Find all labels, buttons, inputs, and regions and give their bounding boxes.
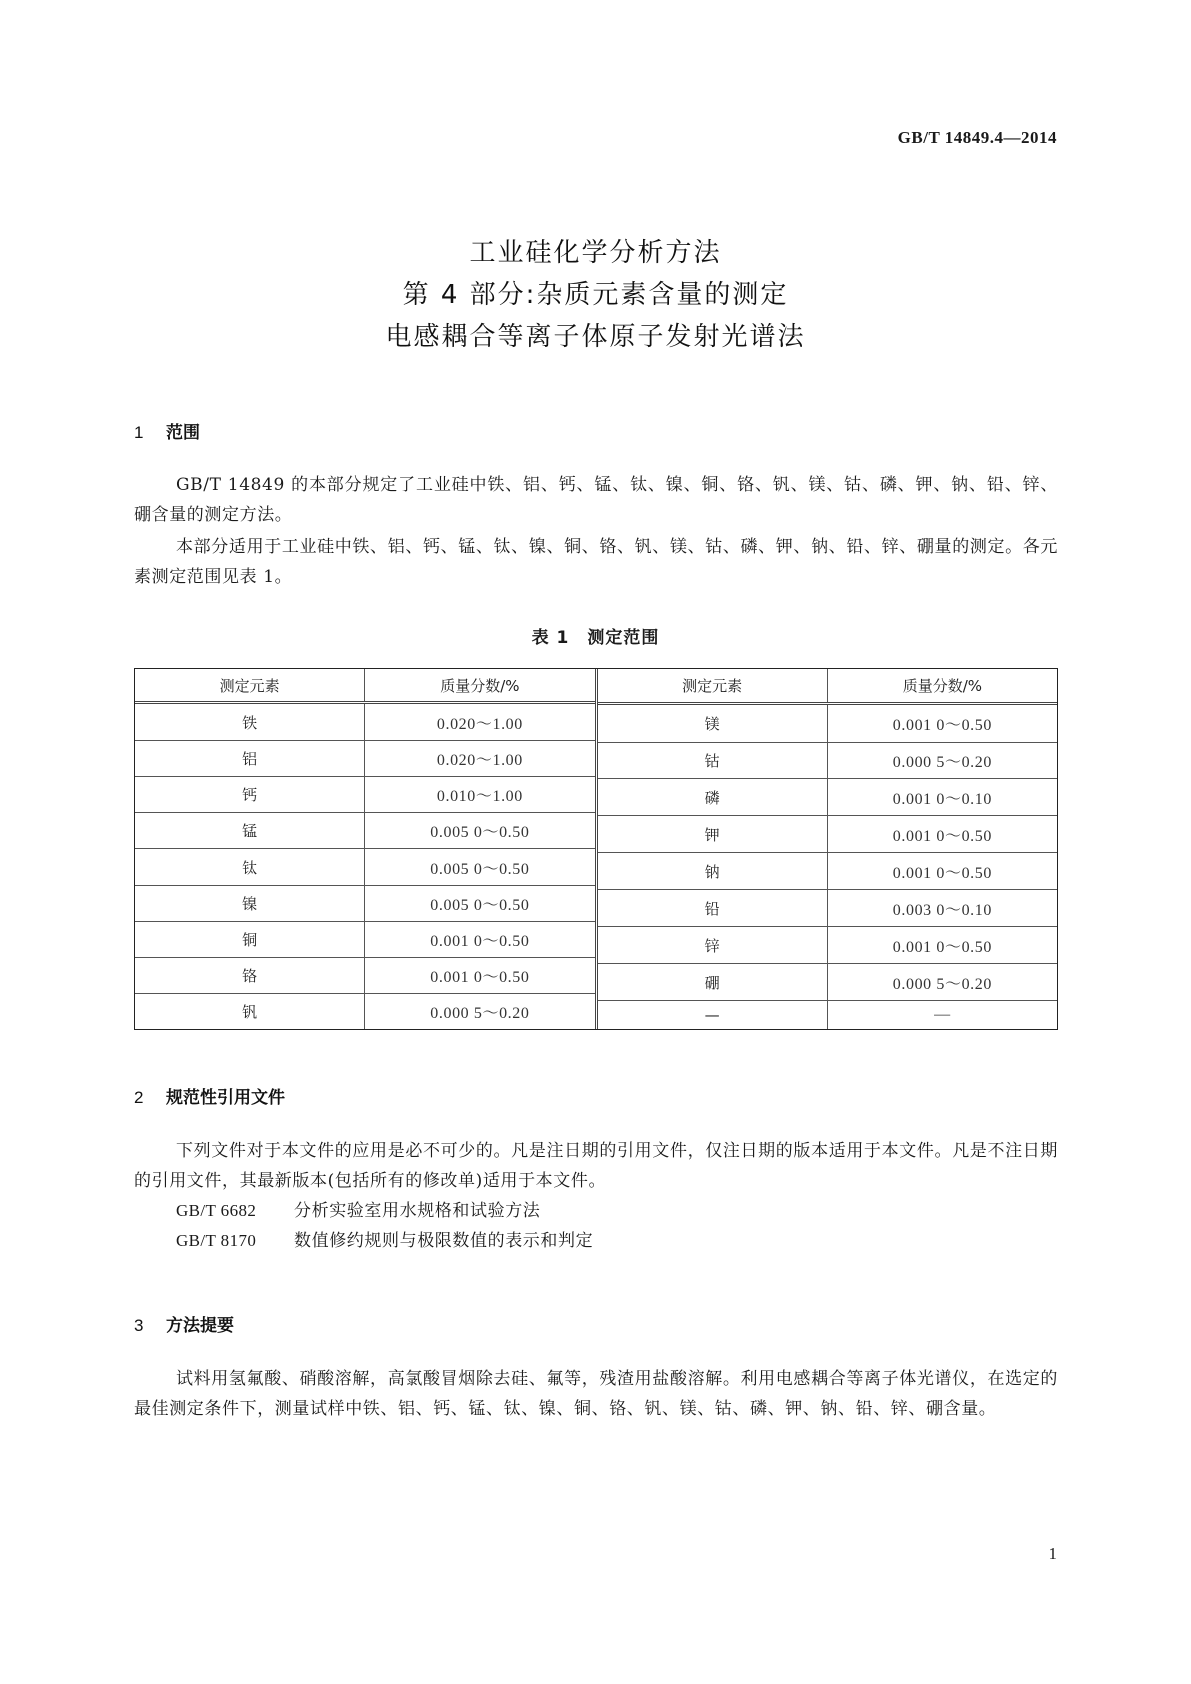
document-title-line-2: 第 4 部分:杂质元素含量的测定	[402, 280, 789, 310]
section-1-heading	[134, 418, 200, 443]
mass-fraction-cell: 0.020～1.00	[365, 703, 595, 741]
mass-fraction-cell: 0.001 0～0.50	[365, 957, 595, 993]
table-row	[598, 704, 1058, 742]
mass-fraction-cell: 0.001 0～0.50	[827, 704, 1057, 742]
section-2-paragraph-1: 下列文件对于本文件的应用是必不可少的。凡是注日期的引用文件，仅注日期的版本适用于本文件。凡是不注日期的引用文件，其最新版本(包括所有的修改单)适用于本文件。	[134, 1141, 1058, 1191]
element-cell: 钛	[135, 849, 365, 885]
table-row	[135, 813, 595, 849]
table-row	[598, 742, 1058, 779]
normative-reference-1	[176, 1196, 540, 1226]
mass-fraction-cell: 0.001 0～0.50	[365, 921, 595, 957]
table-row	[598, 1001, 1058, 1029]
mass-fraction-cell: 0.005 0～0.50	[365, 849, 595, 885]
table-row	[598, 964, 1058, 1001]
section-2-title: 规范性引用文件	[166, 1088, 285, 1108]
element-cell: 镁	[598, 704, 828, 742]
element-cell: 硼	[598, 964, 828, 1001]
element-cell: 磷	[598, 779, 828, 816]
section-3-paragraph-1: 试料用氢氟酸、硝酸溶解，高氯酸冒烟除去硅、氟等，残渣用盐酸溶解。利用电感耦合等离子体光谱仪，在选定的最佳测定条件下，测量试样中铁、铝、钙、锰、钛、镍、铜、铬、钒、镁、钴、磷、钾、钠、铅、锌、硼含量。	[134, 1369, 1058, 1419]
table-1	[134, 668, 1058, 1030]
element-cell: 钠	[598, 853, 828, 890]
section-1-number: 1	[134, 423, 144, 442]
element-cell: 铝	[135, 741, 365, 777]
mass-fraction-cell: 0.001 0～0.50	[827, 816, 1057, 853]
table-row	[135, 703, 595, 741]
element-cell: —	[598, 1001, 828, 1029]
reference-title: 分析实验室用水规格和试验方法	[294, 1201, 541, 1221]
element-cell: 钴	[598, 742, 828, 779]
element-cell: 铅	[598, 890, 828, 927]
table-row	[135, 849, 595, 885]
mass-fraction-cell: 0.020～1.00	[365, 741, 595, 777]
table-row	[135, 994, 595, 1029]
table-row	[135, 777, 595, 813]
element-cell: 铁	[135, 703, 365, 741]
mass-fraction-cell: 0.003 0～0.10	[827, 890, 1057, 927]
reference-code: GB/T 6682	[176, 1201, 257, 1220]
mass-fraction-cell: 0.000 5～0.20	[430, 1005, 530, 1023]
table-1-left-half	[135, 669, 595, 1029]
table-row	[135, 921, 595, 957]
section-1-title: 范围	[166, 423, 200, 443]
table-row	[598, 890, 1058, 927]
reference-code: GB/T 8170	[176, 1231, 257, 1250]
section-1-paragraph-1: GB/T 14849 的本部分规定了工业硅中铁、铝、钙、锰、钛、镍、铜、铬、钒、镁、钴、磷、钾、钠、铅、锌、硼含量的测定方法。	[134, 475, 1058, 525]
mass-fraction-cell: 0.005 0～0.50	[365, 885, 595, 921]
table-row	[135, 741, 595, 777]
mass-fraction-cell: 0.000 5～0.20	[827, 742, 1057, 779]
table-row	[135, 957, 595, 993]
table-header-mass-fraction: 质量分数/%	[365, 669, 595, 703]
mass-fraction-cell: 0.001 0～0.50	[827, 927, 1057, 964]
table-row	[135, 885, 595, 921]
section-3-heading	[134, 1311, 234, 1336]
element-cell: 钒	[135, 994, 365, 1029]
table-row	[598, 816, 1058, 853]
section-3-number: 3	[134, 1316, 144, 1335]
table-row	[598, 853, 1058, 890]
standard-code: GB/T 14849.4—2014	[897, 128, 1057, 147]
table-row	[598, 927, 1058, 964]
page-number: 1	[1048, 1544, 1057, 1563]
element-cell: 钙	[135, 777, 365, 813]
mass-fraction-cell: 0.010～1.00	[365, 777, 595, 813]
section-1-paragraph-2: 本部分适用于工业硅中铁、铝、钙、锰、钛、镍、铜、铬、钒、镁、钴、磷、钾、钠、铅、锌、硼量的测定。各元素测定范围见表 1。	[134, 537, 1058, 587]
table-header-element: 测定元素	[135, 669, 365, 703]
table-row	[598, 779, 1058, 816]
mass-fraction-cell: 0.001 0～0.10	[827, 779, 1057, 816]
section-3-title: 方法提要	[166, 1316, 234, 1336]
document-title-line-3: 电感耦合等离子体原子发射光谱法	[385, 322, 806, 352]
element-cell: 镍	[135, 885, 365, 921]
mass-fraction-cell: 0.001 0～0.50	[827, 853, 1057, 890]
element-cell: 锰	[135, 813, 365, 849]
section-2-number: 2	[134, 1088, 144, 1107]
table-header-mass-fraction: 质量分数/%	[827, 669, 1057, 704]
table-1-right-half	[595, 669, 1058, 1029]
section-2-heading	[134, 1083, 285, 1108]
mass-fraction-cell: —	[934, 1006, 951, 1023]
table-1-caption: 表 1 测定范围	[531, 628, 660, 648]
element-cell: 铜	[135, 921, 365, 957]
reference-title: 数值修约规则与极限数值的表示和判定	[294, 1231, 594, 1251]
mass-fraction-cell: 0.000 5～0.20	[827, 964, 1057, 1001]
element-cell: 锌	[598, 927, 828, 964]
table-header-element: 测定元素	[598, 669, 828, 704]
document-title-line-1: 工业硅化学分析方法	[469, 238, 722, 268]
mass-fraction-cell: 0.005 0～0.50	[365, 813, 595, 849]
normative-reference-2	[176, 1226, 593, 1256]
element-cell: 钾	[598, 816, 828, 853]
element-cell: 铬	[135, 957, 365, 993]
